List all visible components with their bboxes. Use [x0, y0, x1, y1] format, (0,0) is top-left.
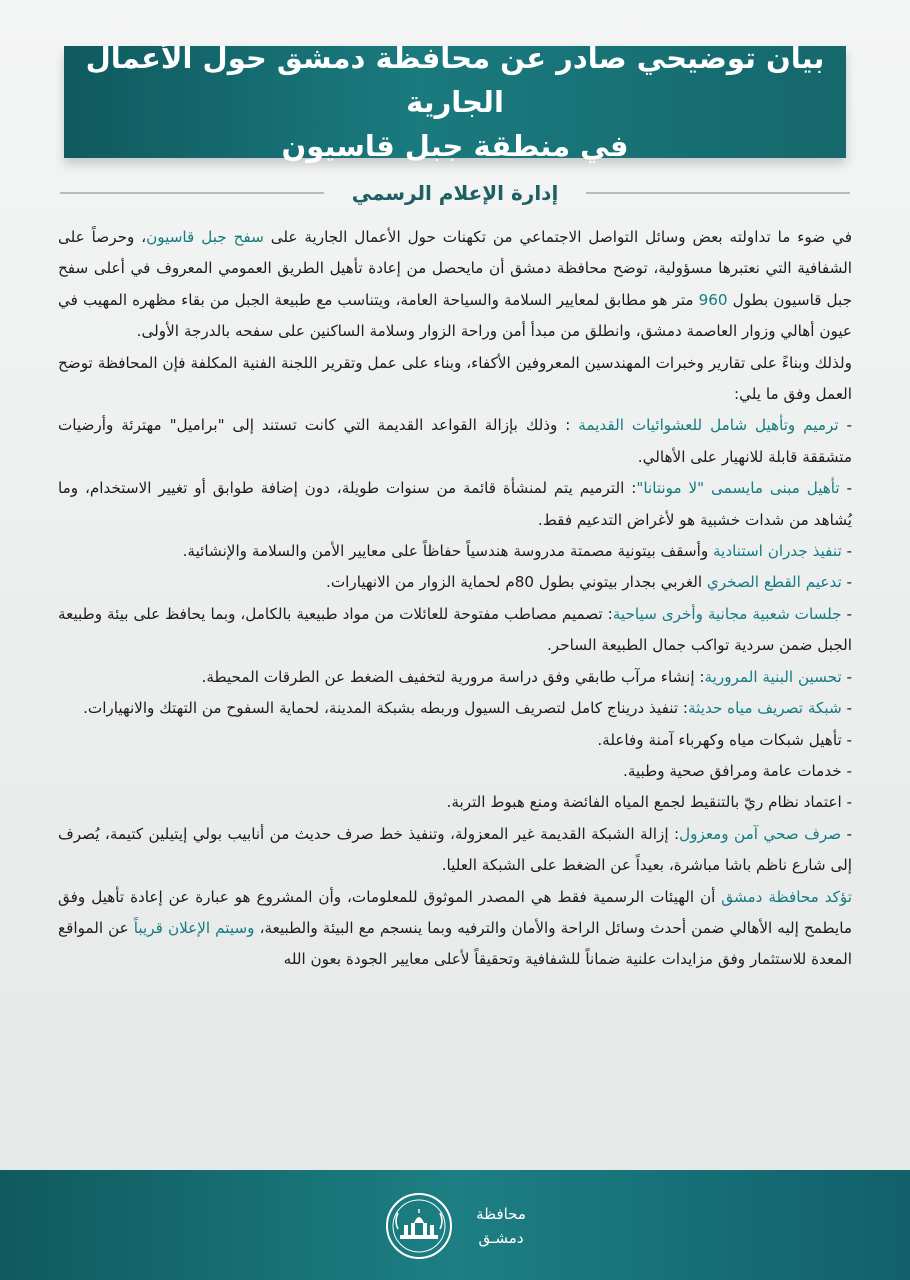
intro-text-c: متر هو مطابق لمعايير السلامة والسياحة العامة، ويتناسب مع طبيعة الجبل من بقاء مظهره المهيب في عيون أهالي وزوار العاصمة دمشق، وانطلق من مبدأ أمن وراحة الزوار وسلامة الساكنين على سفحه بالدرجة الأولى. [58, 290, 852, 341]
item-label: صرف صحي آمن ومعزول [679, 824, 842, 843]
item-text: : وذلك بإزالة القواعد القديمة التي كانت تستند إلى "براميل" مهترئة وأرضيات متشققة قابلة للانهيار على الأهالي. [58, 416, 852, 466]
item-label: شبكة تصريف مياه حديثة [688, 699, 842, 718]
item-text: تأهيل شبكات مياه وكهرباء آمنة وفاعلة. [597, 730, 842, 749]
closing-text-b: أن الهيئات الرسمية فقط هي المصدر الموثوق للمعلومات، وأن المشروع هو عبارة عن إعادة تأهيل وفق مايطمح إليه الأهالي ضمن أحدث وسائل الراحة والأمان والترفيه وبما ينسجم مع البيئة والطبيعة، [58, 887, 852, 937]
list-item: - تأهيل مبنى مايسمى "لا مونتانا": الترميم يتم لمنشأة قائمة من سنوات طويلة، دون إضافة طوابق أو تغيير الاستخدام، وما يُشاهد من شدات خشبية هو لأغراض التدعيم فقط. [58, 479, 852, 529]
item-label: جلسات شعبية مجانية وأخرى سياحية [612, 604, 842, 623]
item-text: اعتماد نظام ريّ بالتنقيط لجمع المياه الفائضة ومنع هبوط التربة. [446, 793, 842, 812]
closing-text-d: عن المواقع المعدة للاستثمار وفق مزايدات علنية ضماناً للشفافية وتحقيقاً لأعلى معايير الجودة بعون الله [58, 918, 852, 969]
intro-text-a: في ضوء ما تداولته بعض وسائل التواصل الاجتماعي من تكهنات حول الأعمال الجارية على [263, 228, 852, 246]
statement-body [58, 222, 852, 1142]
intro-length-highlight: 960 [698, 290, 728, 309]
item-text: وأسقف بيتونية مصمتة مدروسة هندسياً حفاظاً على معايير الأمن والسلامة والإنشائية. [182, 542, 714, 561]
list-item: - شبكة تصريف مياه حديثة: تنفيذ دريناج كامل لتصريف السيول وربطه بشبكة المدينة، لحماية السفوح من التهتك والانهيارات. [83, 699, 852, 718]
page-title-line-1: بيان توضيحي صادر عن محافظة دمشق حول الأعمال الجارية [85, 41, 825, 119]
item-text: الغربي بجدار بيتوني بطول 80م لحماية الزوار من الانهيارات. [326, 573, 707, 592]
item-text: خدمات عامة ومرافق صحية وطبية. [623, 761, 842, 780]
footer-band [0, 1170, 910, 1280]
item-text: : الترميم يتم لمنشأة قائمة من سنوات طويلة، دون إضافة طوابق أو تغيير الاستخدام، وما يُشاهد من شدات خشبية هو لأغراض التدعيم فقط. [58, 479, 852, 529]
closing-highlight-a: تؤكد محافظة دمشق [721, 887, 852, 906]
title-banner [64, 41, 846, 163]
section-title: إدارة الإعلام الرسمي [351, 181, 559, 205]
item-text: : تنفيذ دريناج كامل لتصريف السيول وربطه بشبكة المدينة، لحماية السفوح من التهتك والانهيارات. [83, 699, 689, 718]
damascus-governorate-emblem-icon [384, 1191, 454, 1261]
org-name-line-1: محافظة [476, 1205, 526, 1223]
divider-right [586, 192, 850, 194]
intro-text-b: ، وحرصاً على الشفافية التي نعتبرها مسؤولية، توضح محافظة دمشق أن مايحصل من إعادة تأهيل الطريق العمومي المعروف في أعلى سفح جبل قاسيون بطول [58, 228, 852, 309]
list-item: - خدمات عامة ومرافق صحية وطبية. [623, 761, 852, 780]
second-paragraph: ولذلك وبناءً على تقارير وخبرات المهندسين المعروفين الأكفاء، وبناء على عمل وتقرير اللجنة الفنية المكلفة فإن المحافظة توضح العمل وفق ما يلي: [58, 353, 852, 404]
org-name-line-2: دمشـق [478, 1229, 524, 1247]
list-item: - تحسين البنية المرورية: إنشاء مرآب طابقي وفق دراسة مرورية لتخفيف الضغط عن الطرقات المحيطة. [201, 667, 852, 686]
intro-place-highlight: سفح جبل قاسيون [146, 228, 264, 246]
item-text: : إزالة الشبكة القديمة غير المعزولة، وتنفيذ خط صرف حديث من أنابيب بولي إيتيلين كتيمة، يُصرف إلى شارع ناظم باشا مباشرة، بعيداً عن الضغط على الشبكة العليا. [58, 824, 852, 875]
closing-highlight-c: وسيتم الإعلان قريباً [133, 918, 255, 937]
closing-paragraph [58, 882, 852, 976]
list-item: - تنفيذ جدران استنادية وأسقف بيتونية مصمتة مدروسة هندسياً حفاظاً على معايير الأمن والسلامة والإنشائية. [182, 542, 852, 561]
item-label: تدعيم القطع الصخري [706, 573, 842, 592]
divider-left [60, 192, 324, 194]
item-text: : تصميم مصاطب مفتوحة للعائلات من مواد طبيعية بالكامل، وبما يحافظ على بيئة وطبيعة الجبل ضمن سردية تواكب جمال الطبيعة الساحر. [58, 604, 852, 655]
footer-logo-block [380, 1186, 540, 1266]
item-text: : إنشاء مرآب طابقي وفق دراسة مرورية لتخفيف الضغط عن الطرقات المحيطة. [201, 667, 705, 686]
list-item: - تأهيل شبكات مياه وكهرباء آمنة وفاعلة. [597, 730, 852, 749]
list-item: - جلسات شعبية مجانية وأخرى سياحية: تصميم مصاطب مفتوحة للعائلات من مواد طبيعية بالكامل، وبما يحافظ على بيئة وطبيعة الجبل ضمن سردية تواكب جمال الطبيعة الساحر. [58, 604, 852, 655]
list-item: - صرف صحي آمن ومعزول: إزالة الشبكة القديمة غير المعزولة، وتنفيذ خط صرف حديث من أنابيب بولي إيتيلين كتيمة، يُصرف إلى شارع ناظم باشا مباشرة، بعيداً عن الضغط على الشبكة العليا. [58, 824, 852, 875]
list-item: - ترميم وتأهيل شامل للعشوائيات القديمة : وذلك بإزالة القواعد القديمة التي كانت تستند إلى "براميل" مهترئة وأرضيات متشققة قابلة للانهيار على الأهالي. [58, 416, 852, 466]
list-item: - اعتماد نظام ريّ بالتنقيط لجمع المياه الفائضة ومنع هبوط التربة. [446, 793, 852, 812]
item-label: تأهيل مبنى مايسمى "لا مونتانا" [636, 479, 840, 498]
org-name [462, 1202, 540, 1250]
section-header [60, 176, 850, 210]
list-item: - تدعيم القطع الصخري الغربي بجدار بيتوني بطول 80م لحماية الزوار من الانهيارات. [326, 573, 852, 592]
intro-paragraph [58, 222, 852, 348]
item-label: تنفيذ جدران استنادية [713, 542, 842, 561]
item-label: تحسين البنية المرورية [704, 667, 842, 686]
page-title-line-2: في منطقة جبل قاسيون [281, 129, 629, 163]
item-label: ترميم وتأهيل شامل للعشوائيات القديمة [578, 416, 839, 435]
